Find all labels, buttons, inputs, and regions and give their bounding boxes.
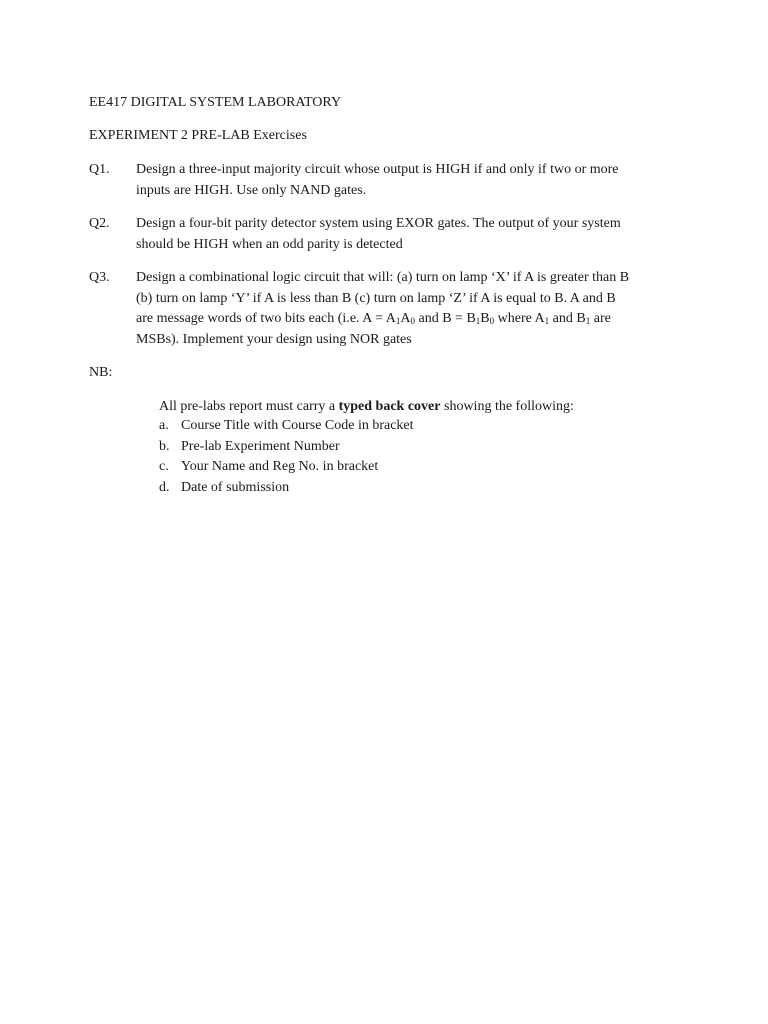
question-line: Design a three-input majority circuit whose output is HIGH if and only if two or more	[136, 162, 619, 177]
list-letter: b.	[159, 438, 170, 454]
question-line: Design a combinational logic circuit that will: (a) turn on lamp ‘X’ if A is greater than B	[136, 270, 630, 285]
nb-label: NB:	[89, 365, 113, 380]
nb-intro: All pre-labs report must carry a typed back cover showing the following:	[159, 399, 574, 414]
question-line: inputs are HIGH. Use only NAND gates.	[136, 182, 367, 198]
question-number: Q2.	[89, 216, 110, 231]
list-letter: a.	[159, 418, 169, 433]
question-text	[136, 214, 676, 255]
question-line: are message words of two bits each (i.e. $A = A_1A_0$ and $B = B_1B_0$ where $A_1$ and $B_1$ are	[136, 311, 611, 326]
list-text: Date of submission	[181, 480, 290, 496]
list-text: Course Title with Course Code in bracket	[181, 418, 414, 433]
list-letter: d.	[159, 480, 170, 496]
question-line: should be HIGH when an odd parity is detected	[136, 236, 403, 252]
nb-intro-bold: typed back cover	[338, 399, 441, 414]
list-text: Pre-lab Experiment Number	[181, 438, 340, 454]
question-text	[136, 160, 676, 201]
question-number: Q1.	[89, 162, 110, 177]
question-number: Q3.	[89, 270, 110, 285]
question-line: MSBs). Implement your design using NOR gates	[136, 331, 412, 347]
question-line: Design a four-bit parity detector system using EXOR gates. The output of your system	[136, 216, 621, 231]
question-text	[136, 268, 676, 350]
document-title: EE417 DIGITAL SYSTEM LABORATORY	[89, 95, 342, 110]
list-text: Your Name and Reg No. in bracket	[181, 459, 379, 475]
list-letter: c.	[159, 459, 169, 475]
document-subtitle: EXPERIMENT 2 PRE-LAB Exercises	[89, 128, 307, 143]
question-line: (b) turn on lamp ‘Y’ if A is less than B (c) turn on lamp ‘Z’ if A is equal to B. A and B	[136, 290, 616, 306]
